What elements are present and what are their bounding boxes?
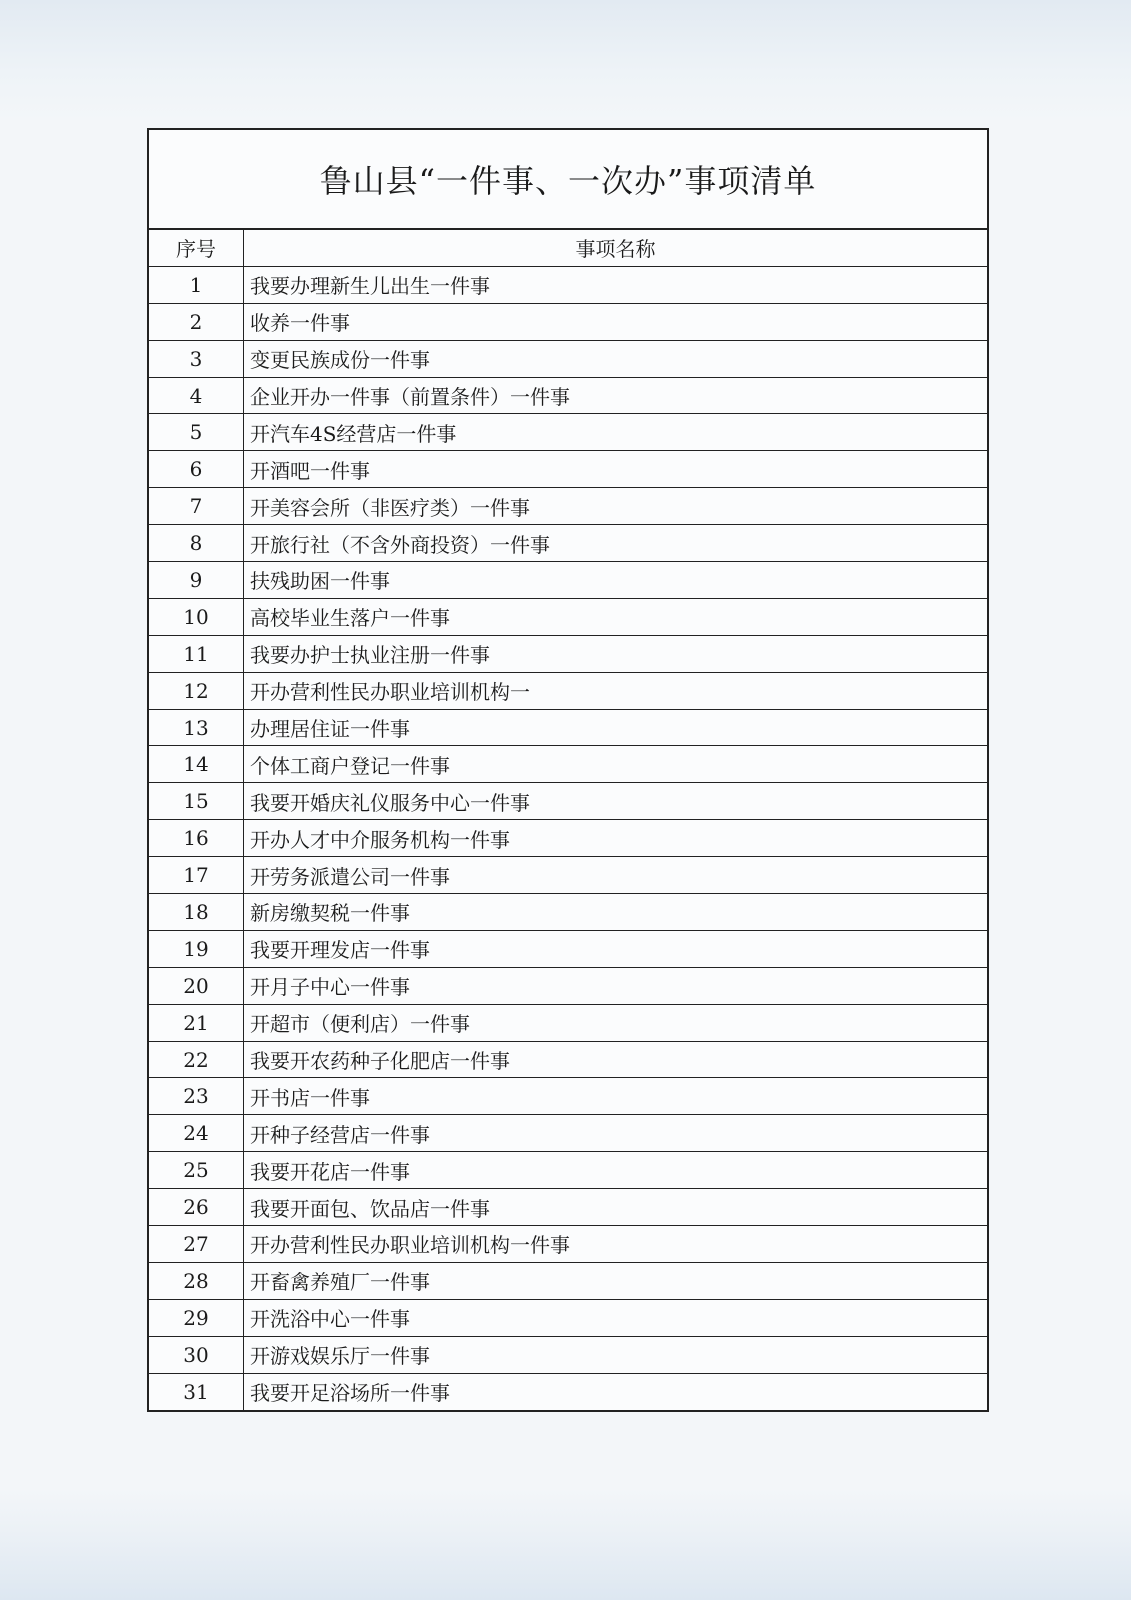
row-seq: 7: [149, 488, 244, 525]
row-seq: 5: [149, 414, 244, 451]
row-seq: 3: [149, 340, 244, 377]
row-name: 开旅行社（不含外商投资）一件事: [244, 525, 988, 562]
table-row: [149, 266, 987, 303]
table-row: [149, 709, 987, 746]
row-name: 我要开足浴场所一件事: [244, 1373, 988, 1409]
table-row: [149, 746, 987, 783]
row-name: 开美容会所（非医疗类）一件事: [244, 488, 988, 525]
table-row: [149, 377, 987, 414]
table-row: [149, 1262, 987, 1299]
row-seq: 28: [149, 1262, 244, 1299]
row-seq: 14: [149, 746, 244, 783]
header-seq: 序号: [149, 230, 244, 266]
item-list-table: [147, 128, 989, 1412]
table-row: [149, 930, 987, 967]
table-row: [149, 967, 987, 1004]
row-seq: 30: [149, 1336, 244, 1373]
table-row: [149, 414, 987, 451]
row-seq: 8: [149, 525, 244, 562]
table-row: [149, 1004, 987, 1041]
row-seq: 6: [149, 451, 244, 488]
table-row: [149, 1299, 987, 1336]
row-seq: 9: [149, 562, 244, 599]
row-seq: 15: [149, 783, 244, 820]
row-seq: 26: [149, 1189, 244, 1226]
table-row: [149, 1152, 987, 1189]
table-row: [149, 635, 987, 672]
table-row: [149, 820, 987, 857]
table-row: [149, 857, 987, 894]
row-name: 我要开婚庆礼仪服务中心一件事: [244, 783, 988, 820]
table-row: [149, 783, 987, 820]
row-name: 开月子中心一件事: [244, 967, 988, 1004]
table-row: [149, 1041, 987, 1078]
row-name: 我要办护士执业注册一件事: [244, 635, 988, 672]
row-name: 开劳务派遣公司一件事: [244, 857, 988, 894]
table-row: [149, 1226, 987, 1263]
row-seq: 17: [149, 857, 244, 894]
table-row: [149, 562, 987, 599]
document-title: 鲁山县“一件事、一次办”事项清单: [149, 130, 987, 230]
row-name: 开超市（便利店）一件事: [244, 1004, 988, 1041]
table-row: [149, 1336, 987, 1373]
row-name: 我要开花店一件事: [244, 1152, 988, 1189]
table-row: [149, 672, 987, 709]
row-name: 办理居住证一件事: [244, 709, 988, 746]
row-seq: 29: [149, 1299, 244, 1336]
row-name: 高校毕业生落户一件事: [244, 598, 988, 635]
table-row: [149, 303, 987, 340]
row-name: 开办营利性民办职业培训机构一: [244, 672, 988, 709]
row-seq: 21: [149, 1004, 244, 1041]
table-row: [149, 451, 987, 488]
row-name: 我要开面包、饮品店一件事: [244, 1189, 988, 1226]
row-name: 开酒吧一件事: [244, 451, 988, 488]
row-seq: 4: [149, 377, 244, 414]
row-name: 收养一件事: [244, 303, 988, 340]
row-name: 我要开理发店一件事: [244, 930, 988, 967]
items-table: [149, 230, 987, 1410]
row-name: 开汽车4S经营店一件事: [244, 414, 988, 451]
row-name: 个体工商户登记一件事: [244, 746, 988, 783]
table-row: [149, 488, 987, 525]
row-name: 开种子经营店一件事: [244, 1115, 988, 1152]
row-name: 开游戏娱乐厅一件事: [244, 1336, 988, 1373]
row-name: 开办人才中介服务机构一件事: [244, 820, 988, 857]
row-seq: 25: [149, 1152, 244, 1189]
row-name: 扶残助困一件事: [244, 562, 988, 599]
row-seq: 23: [149, 1078, 244, 1115]
table-row: [149, 894, 987, 931]
table-row: [149, 1189, 987, 1226]
row-seq: 13: [149, 709, 244, 746]
table-header-row: [149, 230, 987, 266]
table-row: [149, 340, 987, 377]
row-seq: 20: [149, 967, 244, 1004]
row-seq: 22: [149, 1041, 244, 1078]
row-seq: 1: [149, 266, 244, 303]
row-seq: 31: [149, 1373, 244, 1409]
row-name: 开畜禽养殖厂一件事: [244, 1262, 988, 1299]
row-seq: 10: [149, 598, 244, 635]
scan-shading-bottom: [0, 1490, 1131, 1600]
row-name: 我要办理新生儿出生一件事: [244, 266, 988, 303]
header-name: 事项名称: [244, 230, 988, 266]
row-name: 变更民族成份一件事: [244, 340, 988, 377]
row-seq: 24: [149, 1115, 244, 1152]
row-seq: 27: [149, 1226, 244, 1263]
row-name: 新房缴契税一件事: [244, 894, 988, 931]
table-row: [149, 1078, 987, 1115]
table-body: [149, 266, 987, 1409]
row-seq: 11: [149, 635, 244, 672]
scan-shading-top: [0, 0, 1131, 120]
row-seq: 12: [149, 672, 244, 709]
row-seq: 18: [149, 894, 244, 931]
row-seq: 2: [149, 303, 244, 340]
row-name: 我要开农药种子化肥店一件事: [244, 1041, 988, 1078]
row-name: 开洗浴中心一件事: [244, 1299, 988, 1336]
table-row: [149, 1115, 987, 1152]
table-row: [149, 598, 987, 635]
row-name: 开书店一件事: [244, 1078, 988, 1115]
row-seq: 16: [149, 820, 244, 857]
row-name: 企业开办一件事（前置条件）一件事: [244, 377, 988, 414]
table-row: [149, 525, 987, 562]
row-name: 开办营利性民办职业培训机构一件事: [244, 1226, 988, 1263]
table-row: [149, 1373, 987, 1409]
row-seq: 19: [149, 930, 244, 967]
